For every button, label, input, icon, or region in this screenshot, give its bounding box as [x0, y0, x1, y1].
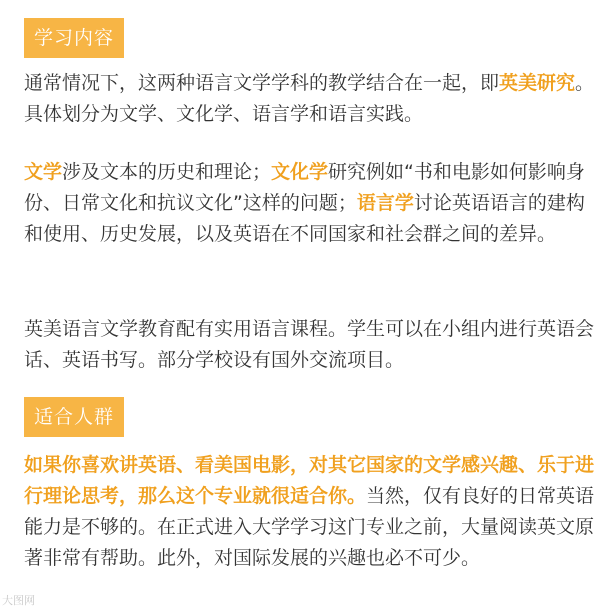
highlight-linguistics: 语言学: [356, 192, 414, 214]
highlight-literature: 文学: [24, 161, 63, 183]
intro-text-2: 。具体划分为文学、文化学、语言学和语言实践。: [24, 72, 595, 125]
intro-text-1: 通常情况下，这两种语言文学学科的教学结合在一起，即: [24, 72, 500, 94]
suitable-text: 当然，仅有良好的日常英语能力是不够的。在正式进入大学学习这门专业之前，大量阅读英文原著非常有帮助。此外，对国际发展的兴趣也必不可少。: [24, 485, 595, 569]
highlight-cultural-studies: 文化学: [271, 161, 329, 183]
linguistics-text: 讨论英语语言的建构和使用、历史发展，以及英语在不同国家和社会群之间的差异。: [24, 192, 585, 245]
cultural-studies-text: 研究例如“书和电影如何影响身份、日常文化和抗议文化”这样的问题；: [24, 161, 585, 214]
highlight-suitable-statement: 如果你喜欢讲英语、看美国电影，对其它国家的文学感兴趣、乐于进行理论思考，那么这个专业就很适合你。: [24, 454, 595, 507]
paragraph-intro: [24, 68, 600, 130]
watermark: 大图网: [2, 594, 35, 607]
paragraph-language-courses: [24, 314, 600, 376]
section-tag-learning-content: 学习内容: [24, 18, 124, 58]
section-tag-suitable-people: 适合人群: [24, 397, 124, 437]
paragraph-disciplines: [24, 157, 600, 250]
paragraph-suitable: [24, 450, 600, 574]
language-courses-text: 英美语言文学教育配有实用语言课程。学生可以在小组内进行英语会话、英语书写。部分学校设有国外交流项目。: [24, 318, 595, 371]
highlight-anglo-american-studies: 英美研究: [499, 72, 576, 94]
literature-text: 涉及文本的历史和理论；: [62, 161, 272, 183]
